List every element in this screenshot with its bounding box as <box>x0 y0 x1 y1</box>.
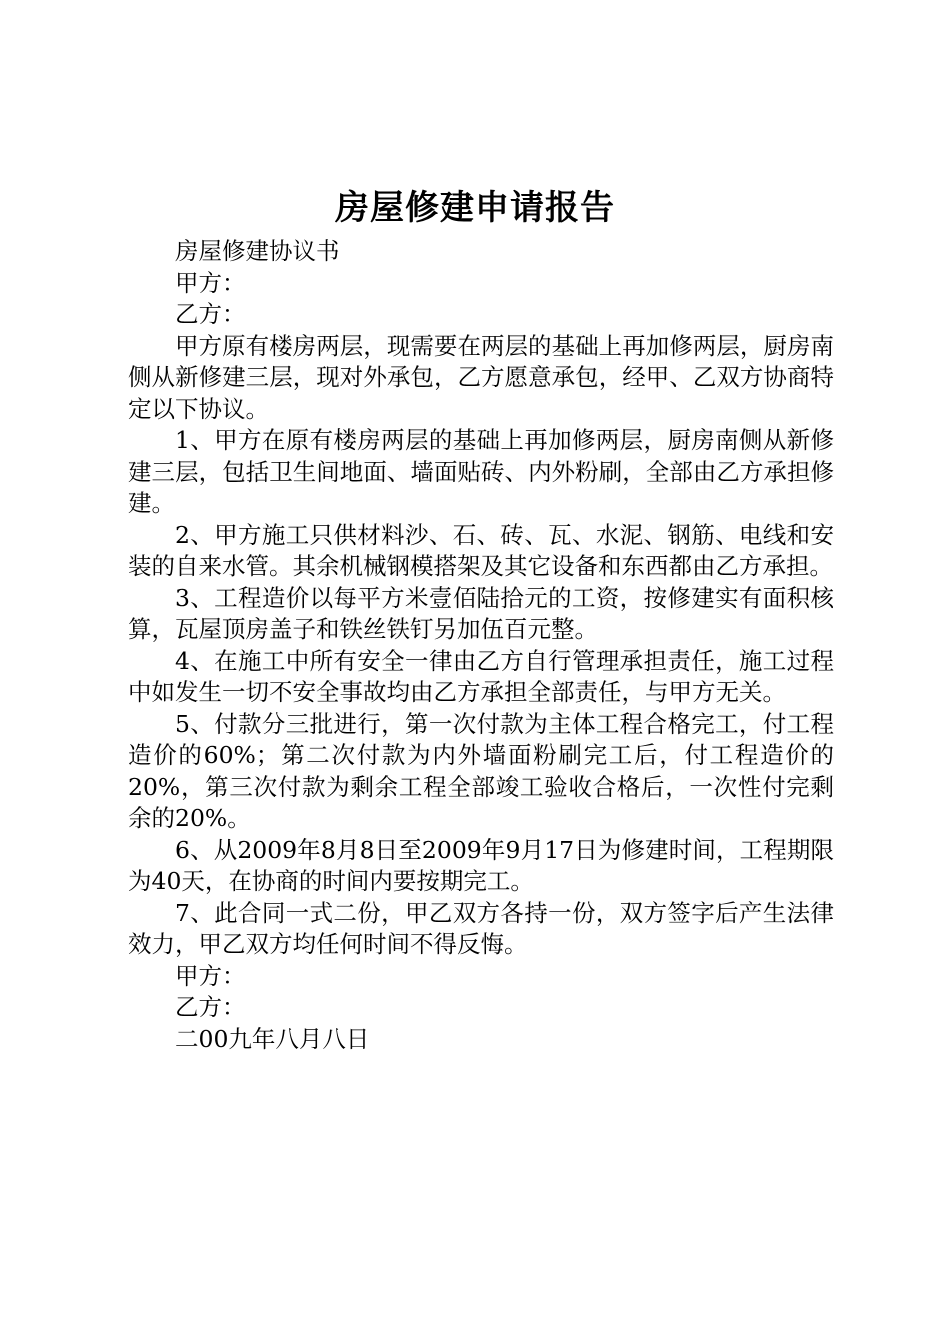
clause-3: 3、工程造价以每平方米壹佰陆拾元的工资，按修建实有面积核算，瓦屋顶房盖子和铁丝铁钉另加伍百元整。 <box>128 583 834 643</box>
clause-7: 7、此合同一式二份，甲乙双方各持一份，双方签字后产生法律效力，甲乙双方均任何时间不得反悔。 <box>128 898 834 958</box>
clause-6: 6、从2009年8月8日至2009年9月17日为修建时间，工程期限为40天，在协商的时间内要按期完工。 <box>128 835 834 895</box>
signature-party-b: 乙方： <box>175 993 246 1021</box>
party-b-line: 乙方： <box>175 300 246 328</box>
clause-4: 4、在施工中所有安全一律由乙方自行管理承担责任，施工过程中如发生一切不安全事故均由乙方承担全部责任，与甲方无关。 <box>128 646 834 706</box>
intro-paragraph: 甲方原有楼房两层，现需要在两层的基础上再加修两层，厨房南侧从新修建三层，现对外承包，乙方愿意承包，经甲、乙双方协商特定以下协议。 <box>128 331 834 423</box>
clause-1: 1、甲方在原有楼房两层的基础上再加修两层，厨房南侧从新修建三层，包括卫生间地面、墙面贴砖、内外粉刷，全部由乙方承担修建。 <box>128 426 834 517</box>
document-body <box>128 236 834 1055</box>
document-title: 房屋修建申请报告 <box>335 188 615 228</box>
signature-date: 二00九年八月八日 <box>175 1024 370 1053</box>
party-a-line: 甲方： <box>175 268 246 297</box>
clause-5: 5、付款分三批进行，第一次付款为主体工程合格完工，付工程造价的60%；第二次付款为内外墙面粉刷完工后，付工程造价的20%，第三次付款为剩余工程全部竣工验收合格后，一次性付完剩余的20%。 <box>128 709 834 832</box>
signature-party-a: 甲方： <box>175 961 246 990</box>
agreement-heading: 房屋修建协议书 <box>175 237 340 265</box>
clause-2: 2、甲方施工只供材料沙、石、砖、瓦、水泥、钢筋、电线和安装的自来水管。其余机械钢模搭架及其它设备和东西都由乙方承担。 <box>128 520 834 580</box>
